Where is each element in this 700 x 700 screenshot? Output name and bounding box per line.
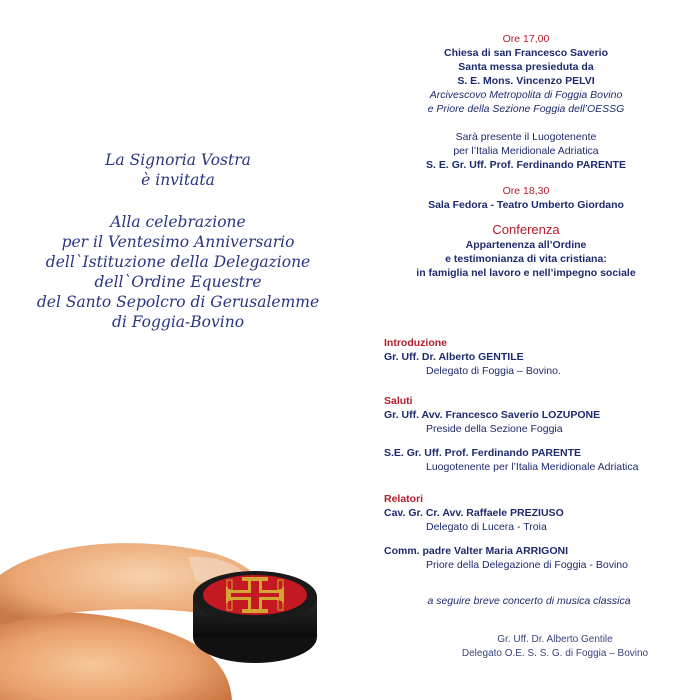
conference-title: e testimonianza di vita cristiana:: [445, 253, 607, 265]
section-label: Saluti: [384, 395, 413, 407]
mass-role: e Priore della Sezione Foggia dell’OESSG: [427, 103, 625, 115]
presence-line: Sarà presente il Luogotenente: [455, 131, 597, 143]
hand-holding-pin-image: [0, 505, 340, 700]
presence-name: S. E. Gr. Uff. Prof. Ferdinando PARENTE: [426, 159, 626, 171]
spacer: [18, 190, 338, 212]
spacer: [376, 172, 676, 184]
speaker-role: Delegato di Lucera - Troia: [426, 521, 547, 533]
signature-block: [430, 633, 680, 661]
invite-line: dell`Ordine Equestre: [94, 273, 262, 291]
intro-section: [384, 336, 684, 378]
saluti-section: [384, 394, 684, 474]
section-label: Introduzione: [384, 337, 447, 349]
speaker-name: Gr. Uff. Avv. Francesco Saverio LOZUPONE: [384, 409, 601, 421]
presence-line: per l’Italia Meridionale Adriatica: [453, 145, 599, 157]
concert-note: a seguire breve concerto di musica classica: [427, 595, 631, 607]
speaker-name: S.E. Gr. Uff. Prof. Ferdinando PARENTE: [384, 447, 581, 459]
speaker-name: Cav. Gr. Cr. Avv. Raffaele PREZIUSO: [384, 507, 564, 519]
invite-line: per il Ventesimo Anniversario: [61, 233, 295, 251]
venue-place: Sala Fedora - Teatro Umberto Giordano: [428, 199, 624, 211]
spacer: [384, 436, 684, 446]
invite-line: è invitata: [141, 171, 215, 189]
speaker-role: Priore della Delegazione di Foggia - Bovino: [426, 559, 628, 571]
spacer: [376, 212, 676, 222]
mass-time: Ore 17,00: [502, 33, 550, 45]
speaker-name: Comm. padre Valter Maria ARRIGONI: [384, 545, 568, 557]
spacer: [376, 116, 676, 130]
section-label: Relatori: [384, 493, 424, 505]
invite-line: di Foggia-Bovino: [111, 313, 245, 331]
speaker-role: Luogotenente per l’Italia Meridionale Adriatica: [426, 461, 639, 473]
invite-line: dell`Istituzione della Delegazione: [45, 253, 311, 271]
mass-church: Chiesa di san Francesco Saverio: [444, 47, 608, 59]
mass-line: Santa messa presieduta da: [458, 61, 594, 73]
program-column: [376, 32, 676, 280]
conference-heading: Conferenza: [492, 222, 560, 237]
speaker-role: Delegato di Foggia – Bovino.: [426, 365, 561, 377]
conference-title: in famiglia nel lavoro e nell’impegno sociale: [416, 267, 636, 279]
invite-line: del Santo Sepolcro di Gerusalemme: [36, 293, 320, 311]
invitation-text: [18, 150, 338, 332]
mass-celebrant: S. E. Mons. Vincenzo PELVI: [457, 75, 595, 87]
speaker-name: Gr. Uff. Dr. Alberto GENTILE: [384, 351, 524, 363]
speaker-role: Preside della Sezione Foggia: [426, 423, 563, 435]
spacer: [384, 534, 684, 544]
signature-line: Delegato O.E. S. S. G. di Foggia – Bovino: [461, 648, 649, 659]
venue-time: Ore 18,30: [502, 185, 550, 197]
conference-title: Appartenenza all’Ordine: [465, 239, 587, 251]
mass-role: Arcivescovo Metropolita di Foggia Bovino: [429, 89, 623, 101]
signature-line: Gr. Uff. Dr. Alberto Gentile: [497, 634, 613, 645]
pin-illustration: [0, 505, 340, 700]
invite-line: Alla celebrazione: [110, 213, 246, 231]
invite-line: La Signoria Vostra: [105, 151, 251, 169]
relatori-section: [384, 492, 684, 572]
